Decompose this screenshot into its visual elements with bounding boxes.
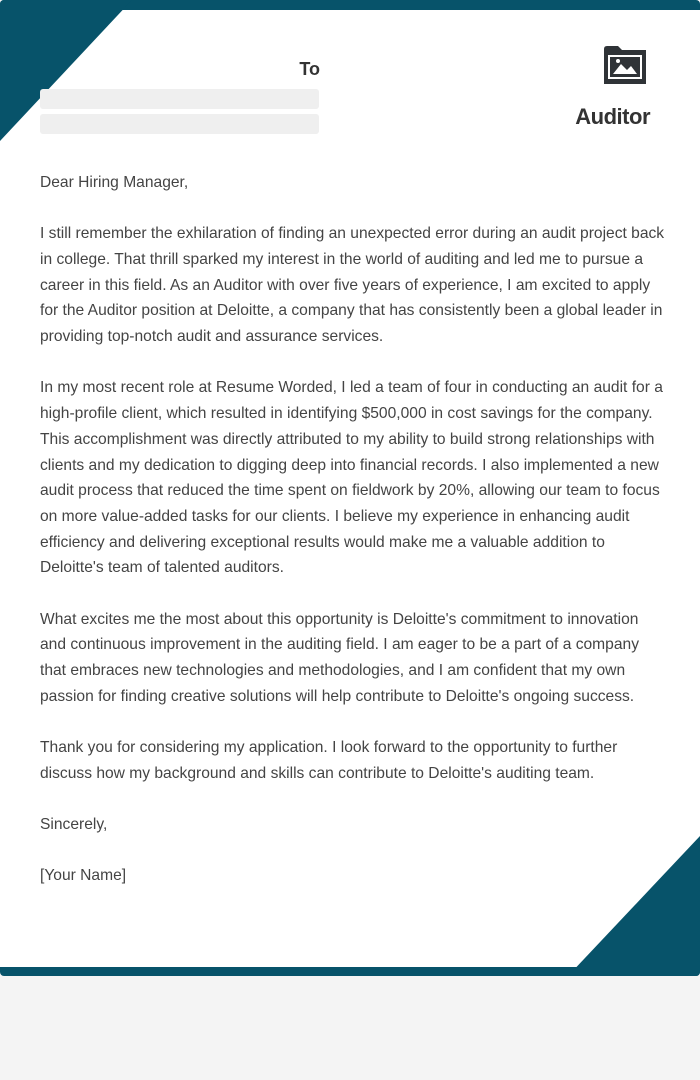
letter-body: [40, 170, 665, 915]
job-title: Auditor: [575, 104, 650, 129]
bottom-accent-bar: [0, 967, 700, 976]
recipient-address-placeholder: [40, 114, 319, 134]
salutation: Dear Hiring Manager,: [40, 174, 189, 191]
body-paragraph: In my most recent role at Resume Worded, I led a team of four in conducting an audit for a high-profile client, which resulted in identifying $500,000 in cost savings for the company. This accomplishment was directly attributed to my ability to build strong relationships with clients and my dedication to digging deep into financial records. I also implemented a new audit process that reduced the time spent on fieldwork by 20%, allowing our team to focus on more value-added tasks for our clients. I believe my experience in enhancing audit efficiency and delivering exceptional results would make me a valuable addition to Deloitte's team of talented auditors.: [40, 379, 663, 577]
image-folder-icon: [604, 46, 646, 84]
body-paragraph: I still remember the exhilaration of finding an unexpected error during an audit project back in college. That thrill sparked my interest in the world of auditing and led me to pursue a career in this field. As an Auditor with over five years of experience, I am excited to apply for the Auditor position at Deloitte, a company that has consistently been a global leader in providing top-notch audit and assurance services.: [40, 225, 665, 346]
to-label: To: [299, 59, 320, 79]
recipient-name-placeholder: [40, 89, 319, 109]
closing: Sincerely,: [40, 816, 108, 834]
body-paragraph: What excites me the most about this opportunity is Deloitte's commitment to innovation and continuous improvement in the auditing field. I am eager to be a part of a company that embraces new technologies and methodologies, and I am confident that my own passion for finding creative solutions will help contribute to Deloitte's ongoing success.: [40, 610, 639, 705]
body-paragraph: Thank you for considering my application. I look forward to the opportunity to further discuss how my background and skills can contribute to Deloitte's auditing team.: [40, 739, 618, 782]
signature: [Your Name]: [40, 867, 127, 885]
